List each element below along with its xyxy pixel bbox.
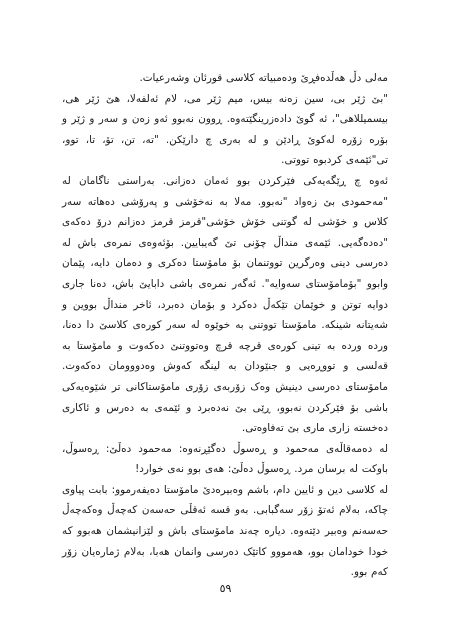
- body-text: [62, 68, 388, 583]
- page-number: ٥٩: [219, 582, 232, 595]
- paragraph-4: لە دەمەقاڵەی مەحمود و ڕەسوڵ دەگێڕنەوە: مەحمود دەڵێ: ڕەسوڵ، باوکت لە برسان مرد. ڕەسوڵ دەڵێ: هەی بوو نەی خوارد!: [62, 442, 388, 476]
- paragraph-3: ئەوە چ ڕێگەیەکی فێرکردن بوو ئەمان دەزانی. بەراستی ناگامان لە "مەحمودی بێ زەواد "نەبوو. مەلا بە نەخۆشی و پەرۆشی دەهاتە سەر کلاس و خۆشی لە گوتنی خۆش خۆشی"قرمز قرمز دەزانم درۆ دەکەی "دەدەگەیی. ئێمەی منداڵ چۆنی تێ گەیبایین. بۆئەوەی نمرەی باش لە دەرسی دینی وەرگرین تووتنمان بۆ مامۆستا دەکری و دەمان دایە، پێمان وابوو "بۆمامۆستای سەوایە". ئەگەر نمرەی باشی دابایێ باش، دەنا جاری دوایە توتن و خوێمان تێکەڵ دەکرد و بۆمان دەبرد، ئاخر منداڵ بووین و شەیتانە شینکە. مامۆستا تووتنی بە خوێوە لە سەر کورەی کلاسێ دا دەنا، وردە وردە بە تینی کورەی قرچە قرچ وەتووتنێ دەکەوت و مامۆستا بە قەلسی و تووڕەیی و جنێودان بە لینگە کەوش وەدووومان دەکەوت. مامۆستای دەرسی دینیش وەک زۆربەی زۆری مامۆستاکانی تر شێوەیەکی باشی بۆ فێرکردن نەبوو، ڕێی بێ نەدەبرد و ئێمەی بە دەرس و ئاکاری دەخستە زاری ماری بێ تەفاوەتی.: [62, 174, 388, 435]
- paragraph-1: مەلی دڵ هەڵدەفڕێ ودەمبیاتە کلاسی قورئان وشەرعیات.: [139, 72, 388, 84]
- paragraph-2: "بێ ژێر بی، سین زەنە بیس، میم ژێر می، لام ئەلفەلا، هێ ژێر هی، بیسمیللاهی"، ئە گوێ دادەزرینگێتەوە. ڕوون نەبوو ئەو زەن و سەر و ژێر و بۆرە زۆرە لەکوێ ڕادێن و لە بەری چ دارێکن. "تە، تن، تۆ، تا، توو، تی"ئێمەی کردبوە تووتی.: [62, 92, 388, 167]
- paragraph-5: لە کلاسی دین و ئایین دام، باشم وەبیرەدێ مامۆستا دەیفەرموو: بابت پیاوی چاکە، بەلام ئەتۆ زۆر سەگبابی. بەو قسە ئەقڵی حەسەن کەچەڵ وەکەچەڵ حەسەنم وەبیر دێتەوە. دیارە چەند مامۆستای باش و لێزانیشمان هەبوو کە خودا خودامان بوو، هەمووو کاتێک دەرسی وانمان هەبا، بەلام ژمارەیان زۆر کەم بوو.: [62, 483, 388, 579]
